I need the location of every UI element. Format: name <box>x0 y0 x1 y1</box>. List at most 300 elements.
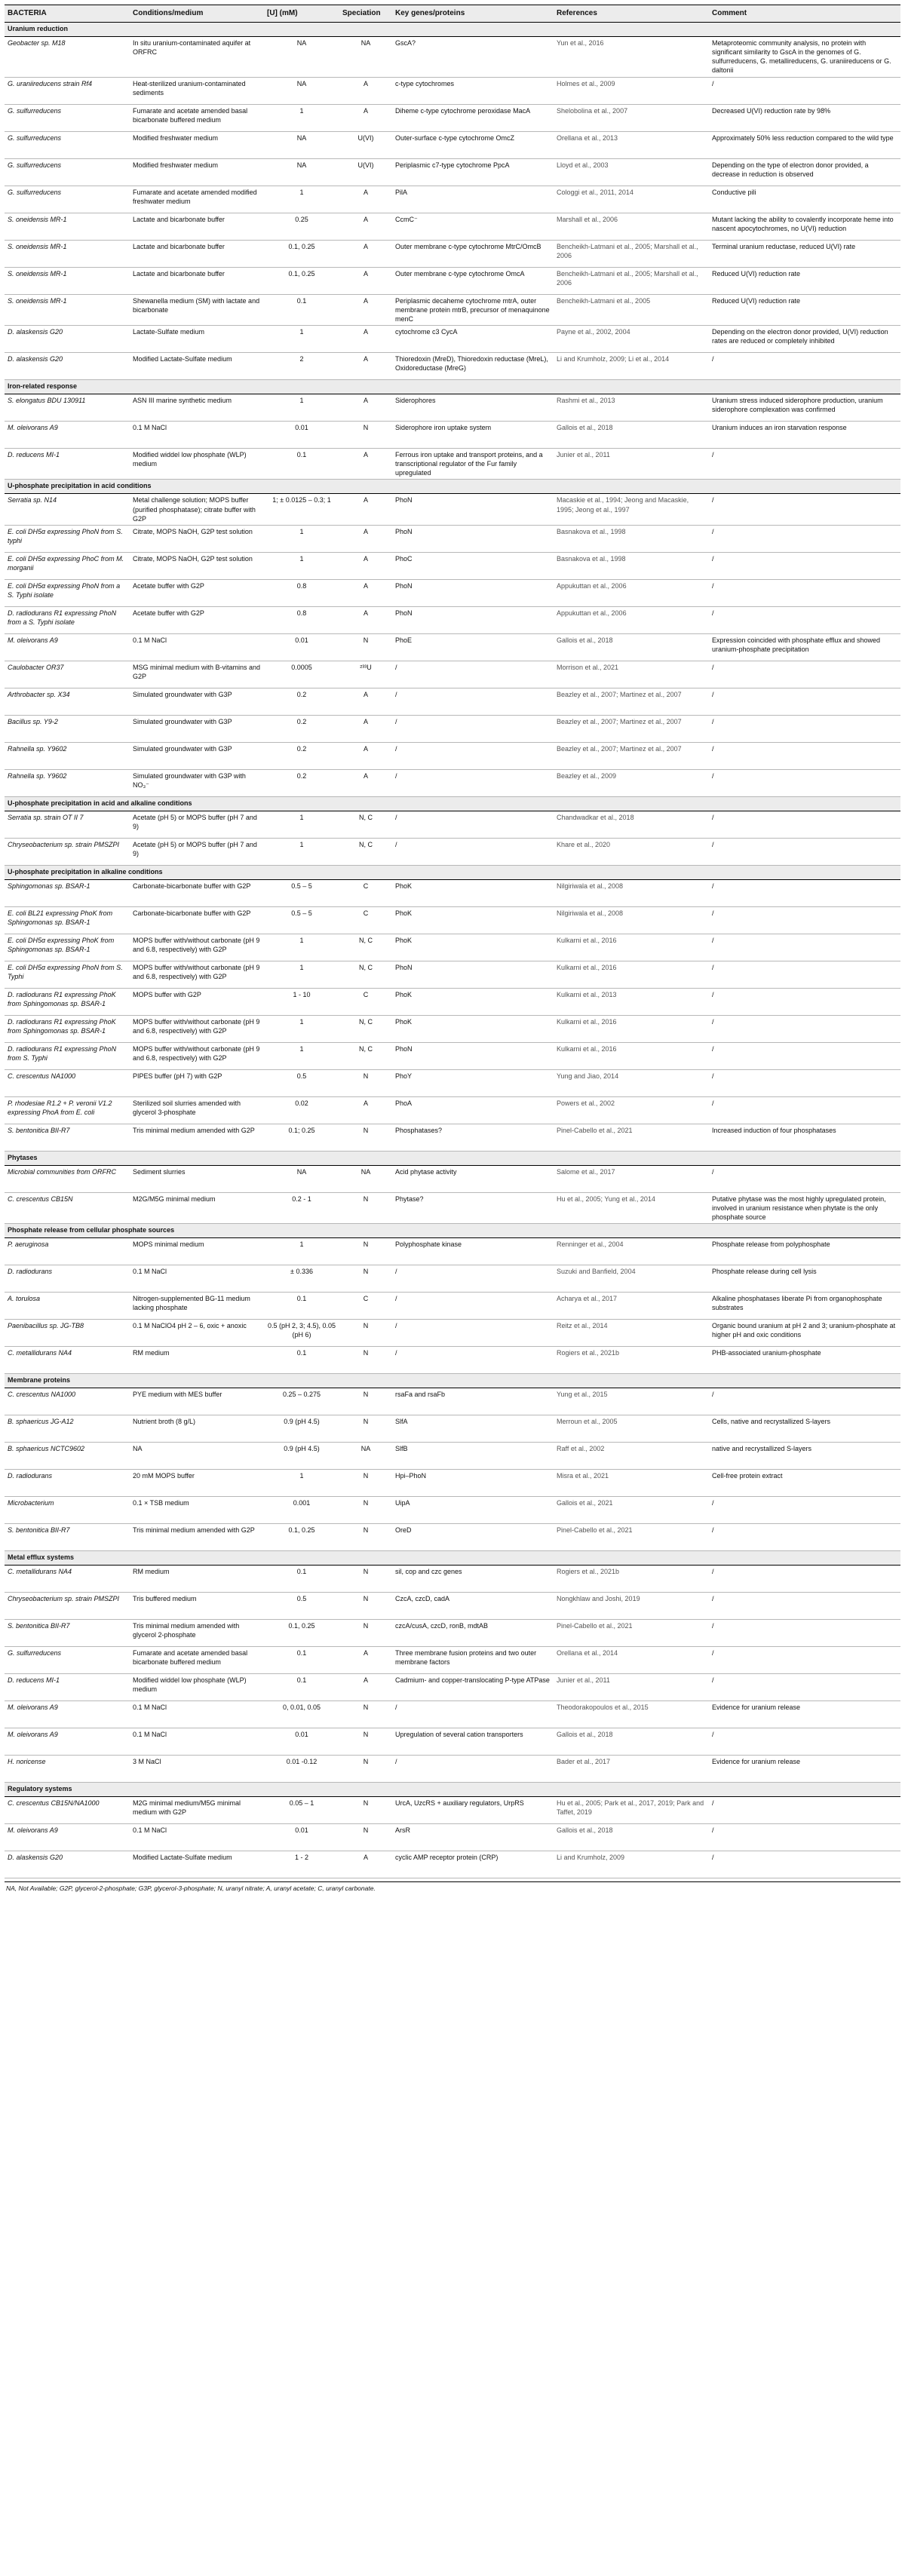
table-row <box>5 1015 900 1042</box>
cell-text: Upregulation of several cation transporters <box>395 1731 523 1739</box>
cell-uranium-mm <box>264 494 339 525</box>
cell-key-genes <box>392 1701 554 1728</box>
cell-reference <box>554 77 709 104</box>
cell-uranium-mm <box>264 1320 339 1347</box>
organism-name: D. alaskensis G20 <box>8 1854 63 1862</box>
cell-bacteria <box>5 131 130 158</box>
cell-uranium-mm <box>264 1069 339 1096</box>
cell-key-genes <box>392 811 554 838</box>
organism-name: D. alaskensis G20 <box>8 327 63 336</box>
cell-text: Chandwadkar et al., 2018 <box>557 813 634 821</box>
cell-text: U(VI) <box>357 161 374 169</box>
cell-bacteria <box>5 1620 130 1647</box>
cell-bacteria <box>5 1293 130 1320</box>
cell-bacteria <box>5 606 130 633</box>
organism-name: E. coli DH5α expressing PhoN from S. Typhi <box>8 963 123 980</box>
cell-text: Beazley et al., 2007; Martinez et al., 2007 <box>557 744 682 753</box>
cell-comment <box>709 1566 900 1593</box>
cell-comment <box>709 1524 900 1551</box>
organism-name: C. crescentus NA1000 <box>8 1072 76 1080</box>
cell-uranium-mm <box>264 104 339 131</box>
cell-text: N, C <box>359 813 373 821</box>
cell-text: Lactate and bicarbonate buffer <box>133 215 225 223</box>
cell-comment <box>709 1192 900 1223</box>
cell-text: Phytase? <box>395 1194 424 1203</box>
cell-text: N <box>363 1799 369 1808</box>
organism-name: E. coli DH5α expressing PhoN from S. typhi <box>8 527 123 544</box>
cell-text: Basnakova et al., 1998 <box>557 527 626 535</box>
cell-text: M2G minimal medium/M5G minimal medium with G2P <box>133 1799 241 1817</box>
cell-text: / <box>712 554 714 563</box>
cell-text: A <box>363 1649 368 1658</box>
cell-text: Tris buffered medium <box>133 1595 197 1603</box>
organism-name: S. bentonitica BII-R7 <box>8 1126 70 1134</box>
cell-text: Yung and Jiao, 2014 <box>557 1072 619 1080</box>
cell-reference <box>554 1824 709 1851</box>
cell-conditions <box>130 325 264 352</box>
cell-text: 0.1 <box>296 1349 307 1357</box>
cell-bacteria <box>5 1192 130 1223</box>
cell-text: A <box>363 79 368 87</box>
cell-text: 0.1; 0.25 <box>288 1126 315 1134</box>
table-row <box>5 294 900 325</box>
cell-text: 1 <box>299 106 304 115</box>
cell-uranium-mm <box>264 158 339 186</box>
cell-reference <box>554 267 709 294</box>
section-header-row <box>5 865 900 879</box>
cell-text: Modified widdel low phosphate (WLP) medium <box>133 450 247 468</box>
cell-conditions <box>130 186 264 213</box>
cell-text: / <box>712 1167 714 1176</box>
cell-speciation <box>339 77 392 104</box>
cell-conditions <box>130 1443 264 1470</box>
cell-text: Lactate and bicarbonate buffer <box>133 269 225 278</box>
table-row <box>5 715 900 742</box>
table-row <box>5 1593 900 1620</box>
cell-text: / <box>712 744 714 753</box>
table-row <box>5 240 900 267</box>
cell-text: 0.1 <box>296 1568 307 1576</box>
cell-uranium-mm <box>264 37 339 78</box>
cell-text: 0.01 <box>295 1826 308 1835</box>
cell-text: Heat-sterilized uranium-contaminated sediments <box>133 79 246 97</box>
cell-bacteria <box>5 1320 130 1347</box>
cell-text: N <box>363 1126 369 1134</box>
organism-name: M. oleivorans A9 <box>8 1704 58 1712</box>
cell-text: Basnakova et al., 1998 <box>557 554 626 563</box>
table-row <box>5 158 900 186</box>
organism-name: C. metallidurans NA4 <box>8 1568 72 1576</box>
cell-comment <box>709 988 900 1015</box>
cell-text: NA <box>296 39 307 47</box>
section-header-row <box>5 1783 900 1797</box>
cell-bacteria <box>5 1388 130 1415</box>
table-row <box>5 769 900 796</box>
cell-key-genes <box>392 688 554 715</box>
organism-name: S. bentonitica BII-R7 <box>8 1622 70 1630</box>
cell-text: Tris minimal medium amended with G2P <box>133 1526 255 1535</box>
cell-text: / <box>712 1568 714 1576</box>
cell-text: Bencheikh-Latmani et al., 2005; Marshall et al., 2006 <box>557 242 698 259</box>
table-row <box>5 1124 900 1151</box>
cell-uranium-mm <box>264 1015 339 1042</box>
uranium-bacteria-table <box>5 5 900 1878</box>
cell-text: Conductive pili <box>712 188 756 196</box>
cell-text: Acharya et al., 2017 <box>557 1295 618 1303</box>
cell-key-genes <box>392 1238 554 1265</box>
cell-text: Nongkhlaw and Joshi, 2019 <box>557 1595 640 1603</box>
cell-key-genes <box>392 1388 554 1415</box>
table-row <box>5 104 900 131</box>
cell-text: PhoY <box>395 1072 413 1080</box>
cell-text: PhoN <box>395 963 413 971</box>
cell-conditions <box>130 1756 264 1783</box>
cell-conditions <box>130 131 264 158</box>
organism-name: S. oneidensis MR-1 <box>8 242 67 250</box>
cell-text: / <box>395 690 397 698</box>
table-row <box>5 906 900 934</box>
section-title: U-phosphate precipitation in acid conditions <box>5 480 900 494</box>
cell-reference <box>554 352 709 379</box>
cell-text: RM medium <box>133 1568 170 1576</box>
cell-comment <box>709 1443 900 1470</box>
cell-reference <box>554 1042 709 1069</box>
cell-text: 1 <box>299 396 304 404</box>
cell-text: 0.1 M NaCl <box>133 1704 167 1712</box>
cell-text: MOPS minimal medium <box>133 1240 204 1249</box>
cell-bacteria <box>5 934 130 961</box>
cell-text: C <box>363 990 369 998</box>
table-row <box>5 1192 900 1223</box>
cell-speciation <box>339 1593 392 1620</box>
header-conditions: Conditions/medium <box>130 5 264 23</box>
cell-key-genes <box>392 1293 554 1320</box>
cell-speciation <box>339 1124 392 1151</box>
cell-reference <box>554 104 709 131</box>
cell-reference <box>554 715 709 742</box>
cell-conditions <box>130 606 264 633</box>
cell-reference <box>554 1415 709 1443</box>
cell-text: 0, 0.01, 0.05 <box>282 1704 321 1712</box>
cell-uranium-mm <box>264 838 339 865</box>
cell-text: Powers et al., 2002 <box>557 1099 615 1107</box>
cell-conditions <box>130 1593 264 1620</box>
cell-text: / <box>395 1758 397 1766</box>
cell-conditions <box>130 1293 264 1320</box>
cell-key-genes <box>392 1851 554 1878</box>
cell-bacteria <box>5 525 130 552</box>
cell-key-genes <box>392 267 554 294</box>
cell-text: Raff et al., 2002 <box>557 1445 605 1453</box>
cell-key-genes <box>392 1165 554 1192</box>
cell-comment <box>709 352 900 379</box>
table-row <box>5 1443 900 1470</box>
cell-uranium-mm <box>264 394 339 421</box>
cell-conditions <box>130 879 264 906</box>
cell-reference <box>554 1470 709 1497</box>
cell-uranium-mm <box>264 1265 339 1293</box>
cell-text: In situ uranium-contaminated aquifer at ORFRC <box>133 39 251 57</box>
cell-comment <box>709 906 900 934</box>
cell-conditions <box>130 961 264 988</box>
cell-speciation <box>339 104 392 131</box>
cell-text: CzcA, czcD, cadA <box>395 1595 450 1603</box>
table-row <box>5 448 900 479</box>
cell-text: 0.25 <box>295 215 308 223</box>
cell-text: GscA? <box>395 39 416 47</box>
cell-text: 0.25 – 0.275 <box>282 1391 321 1399</box>
cell-text: NA <box>133 1445 143 1453</box>
organism-name: D. radiodurans <box>8 1268 53 1276</box>
table-row <box>5 1851 900 1878</box>
cell-conditions <box>130 240 264 267</box>
cell-text: 0.8 <box>296 609 307 617</box>
cell-bacteria <box>5 394 130 421</box>
cell-conditions <box>130 158 264 186</box>
cell-reference <box>554 688 709 715</box>
cell-text: Cologgi et al., 2011, 2014 <box>557 188 634 196</box>
cell-text: / <box>712 1099 714 1107</box>
cell-text: 0.8 <box>296 581 307 590</box>
cell-text: Hu et al., 2005; Yung et al., 2014 <box>557 1194 655 1203</box>
cell-text: 0.1 <box>296 296 307 305</box>
cell-text: N <box>363 1418 369 1426</box>
cell-text: / <box>712 936 714 944</box>
cell-text: Tris minimal medium amended with G2P <box>133 1126 255 1134</box>
organism-name: H. noricense <box>8 1758 46 1766</box>
cell-comment <box>709 1124 900 1151</box>
cell-text: A <box>363 269 368 278</box>
section-header-row <box>5 796 900 811</box>
cell-key-genes <box>392 294 554 325</box>
cell-uranium-mm <box>264 1443 339 1470</box>
organism-name: Chryseobacterium sp. strain PMSZPI <box>8 840 120 848</box>
cell-text: 0.001 <box>293 1499 311 1507</box>
cell-comment <box>709 1620 900 1647</box>
cell-text: CcmC⁻ <box>395 215 418 223</box>
organism-name: S. oneidensis MR-1 <box>8 296 67 305</box>
cell-comment <box>709 325 900 352</box>
cell-text: PhoK <box>395 990 413 998</box>
cell-text: Hu et al., 2005; Park et al., 2017, 2019; Park and Taffet, 2019 <box>557 1799 704 1817</box>
cell-speciation <box>339 1192 392 1223</box>
cell-bacteria <box>5 769 130 796</box>
cell-reference <box>554 838 709 865</box>
cell-text: Kulkarni et al., 2013 <box>557 990 617 998</box>
cell-conditions <box>130 1701 264 1728</box>
cell-key-genes <box>392 1674 554 1701</box>
cell-text: Payne et al., 2002, 2004 <box>557 327 630 336</box>
cell-key-genes <box>392 325 554 352</box>
cell-speciation <box>339 1096 392 1124</box>
cell-text: PhoN <box>395 581 413 590</box>
cell-speciation <box>339 1443 392 1470</box>
cell-conditions <box>130 394 264 421</box>
cell-text: 0.5 – 5 <box>291 882 312 890</box>
organism-name: C. crescentus NA1000 <box>8 1391 76 1399</box>
cell-bacteria <box>5 1647 130 1674</box>
cell-uranium-mm <box>264 1674 339 1701</box>
cell-speciation <box>339 606 392 633</box>
cell-text: 0.01 <box>295 423 308 431</box>
cell-bacteria <box>5 1415 130 1443</box>
cell-text: Siderophores <box>395 396 436 404</box>
cell-text: 0.02 <box>295 1099 308 1107</box>
cell-text: Appukuttan et al., 2006 <box>557 609 627 617</box>
cell-conditions <box>130 934 264 961</box>
cell-reference <box>554 988 709 1015</box>
cell-comment <box>709 688 900 715</box>
cell-text: Pinel-Cabello et al., 2021 <box>557 1126 633 1134</box>
cell-comment <box>709 1265 900 1293</box>
table-row <box>5 421 900 448</box>
cell-text: Kulkarni et al., 2016 <box>557 963 617 971</box>
cell-text: N <box>363 1268 369 1276</box>
cell-bacteria <box>5 104 130 131</box>
cell-text: PhoN <box>395 609 413 617</box>
cell-text: A <box>363 242 368 250</box>
cell-bacteria <box>5 1069 130 1096</box>
cell-bacteria <box>5 906 130 934</box>
cell-bacteria <box>5 688 130 715</box>
table-row <box>5 131 900 158</box>
cell-comment <box>709 421 900 448</box>
cell-text: 0.5 – 5 <box>291 909 312 917</box>
cell-key-genes <box>392 988 554 1015</box>
cell-text: Modified Lactate-Sulfate medium <box>133 1854 232 1862</box>
cell-speciation <box>339 1647 392 1674</box>
cell-speciation <box>339 394 392 421</box>
table-row <box>5 934 900 961</box>
cell-text: 0.9 (pH 4.5) <box>284 1445 320 1453</box>
cell-text: PhoK <box>395 936 413 944</box>
cell-uranium-mm <box>264 1165 339 1192</box>
cell-text: ²³³U <box>360 663 372 671</box>
cell-text: Sediment slurries <box>133 1167 186 1176</box>
cell-comment <box>709 579 900 606</box>
table-row <box>5 1415 900 1443</box>
cell-text: N, C <box>359 840 373 848</box>
cell-bacteria <box>5 494 130 525</box>
organism-name: Microbial communities from ORFRC <box>8 1167 117 1176</box>
cell-text: Renninger et al., 2004 <box>557 1240 624 1249</box>
cell-comment <box>709 961 900 988</box>
cell-reference <box>554 1069 709 1096</box>
cell-text: Misra et al., 2021 <box>557 1472 609 1480</box>
cell-text: Rashmi et al., 2013 <box>557 396 615 404</box>
table-row <box>5 879 900 906</box>
cell-text: Evidence for uranium release <box>712 1758 801 1766</box>
cell-text: 0.1 <box>296 1295 307 1303</box>
table-row <box>5 988 900 1015</box>
cell-text: Shelobolina et al., 2007 <box>557 106 628 115</box>
cell-key-genes <box>392 158 554 186</box>
cell-text: PilA <box>395 188 408 196</box>
cell-comment <box>709 934 900 961</box>
cell-text: Gallois et al., 2018 <box>557 1731 613 1739</box>
organism-name: Chryseobacterium sp. strain PMSZPI <box>8 1595 120 1603</box>
cell-bacteria <box>5 715 130 742</box>
cell-text: ASN III marine synthetic medium <box>133 396 232 404</box>
cell-text: 0.01 -0.12 <box>286 1758 318 1766</box>
cell-conditions <box>130 1415 264 1443</box>
cell-text: 0.2 <box>296 771 307 780</box>
cell-text: / <box>712 1391 714 1399</box>
cell-uranium-mm <box>264 1415 339 1443</box>
cell-key-genes <box>392 1824 554 1851</box>
cell-speciation <box>339 988 392 1015</box>
cell-speciation <box>339 1042 392 1069</box>
cell-reference <box>554 1851 709 1878</box>
cell-text: Salome et al., 2017 <box>557 1167 615 1176</box>
cell-text: N, C <box>359 936 373 944</box>
cell-conditions <box>130 661 264 688</box>
cell-speciation <box>339 661 392 688</box>
cell-comment <box>709 131 900 158</box>
cell-uranium-mm <box>264 1647 339 1674</box>
cell-text: / <box>395 813 397 821</box>
cell-bacteria <box>5 1124 130 1151</box>
cell-text: Gallois et al., 2018 <box>557 1826 613 1835</box>
cell-text: Phosphatases? <box>395 1126 443 1134</box>
cell-key-genes <box>392 1192 554 1223</box>
header-key-genes: Key genes/proteins <box>392 5 554 23</box>
cell-text: Reitz et al., 2014 <box>557 1322 608 1330</box>
cell-text: Polyphosphate kinase <box>395 1240 462 1249</box>
cell-text: Junier et al., 2011 <box>557 450 610 458</box>
cell-reference <box>554 633 709 661</box>
cell-speciation <box>339 1293 392 1320</box>
cell-key-genes <box>392 961 554 988</box>
cell-text: / <box>712 1826 714 1835</box>
cell-text: Beazley et al., 2007; Martinez et al., 2007 <box>557 717 682 725</box>
cell-text: Acetate (pH 5) or MOPS buffer (pH 7 and 9) <box>133 813 257 830</box>
cell-reference <box>554 1165 709 1192</box>
cell-text: sil, cop and czc genes <box>395 1568 462 1576</box>
section-header-row <box>5 1551 900 1566</box>
cell-text: Kulkarni et al., 2016 <box>557 1017 617 1026</box>
table-row <box>5 688 900 715</box>
organism-name: Sphingomonas sp. BSAR-1 <box>8 882 90 890</box>
cell-comment <box>709 1293 900 1320</box>
cell-reference <box>554 1388 709 1415</box>
cell-bacteria <box>5 213 130 240</box>
cell-conditions <box>130 1470 264 1497</box>
table-row <box>5 1238 900 1265</box>
cell-text: / <box>712 909 714 917</box>
cell-text: N <box>363 1391 369 1399</box>
cell-key-genes <box>392 240 554 267</box>
cell-key-genes <box>392 104 554 131</box>
organism-name: Paenibacillus sp. JG-TB8 <box>8 1322 84 1330</box>
organism-name: C. crescentus CB15N <box>8 1194 73 1203</box>
cell-bacteria <box>5 579 130 606</box>
cell-text: / <box>395 1295 397 1303</box>
cell-conditions <box>130 213 264 240</box>
table-row <box>5 1470 900 1497</box>
cell-text: / <box>712 663 714 671</box>
cell-key-genes <box>392 1265 554 1293</box>
cell-text: A <box>363 771 368 780</box>
cell-text: Morrison et al., 2021 <box>557 663 619 671</box>
organism-name: C. metallidurans NA4 <box>8 1349 72 1357</box>
cell-text: / <box>712 1526 714 1535</box>
cell-conditions <box>130 1647 264 1674</box>
cell-bacteria <box>5 186 130 213</box>
cell-comment <box>709 606 900 633</box>
cell-text: c-type cytochromes <box>395 79 455 87</box>
cell-text: Bencheikh-Latmani et al., 2005 <box>557 296 651 305</box>
